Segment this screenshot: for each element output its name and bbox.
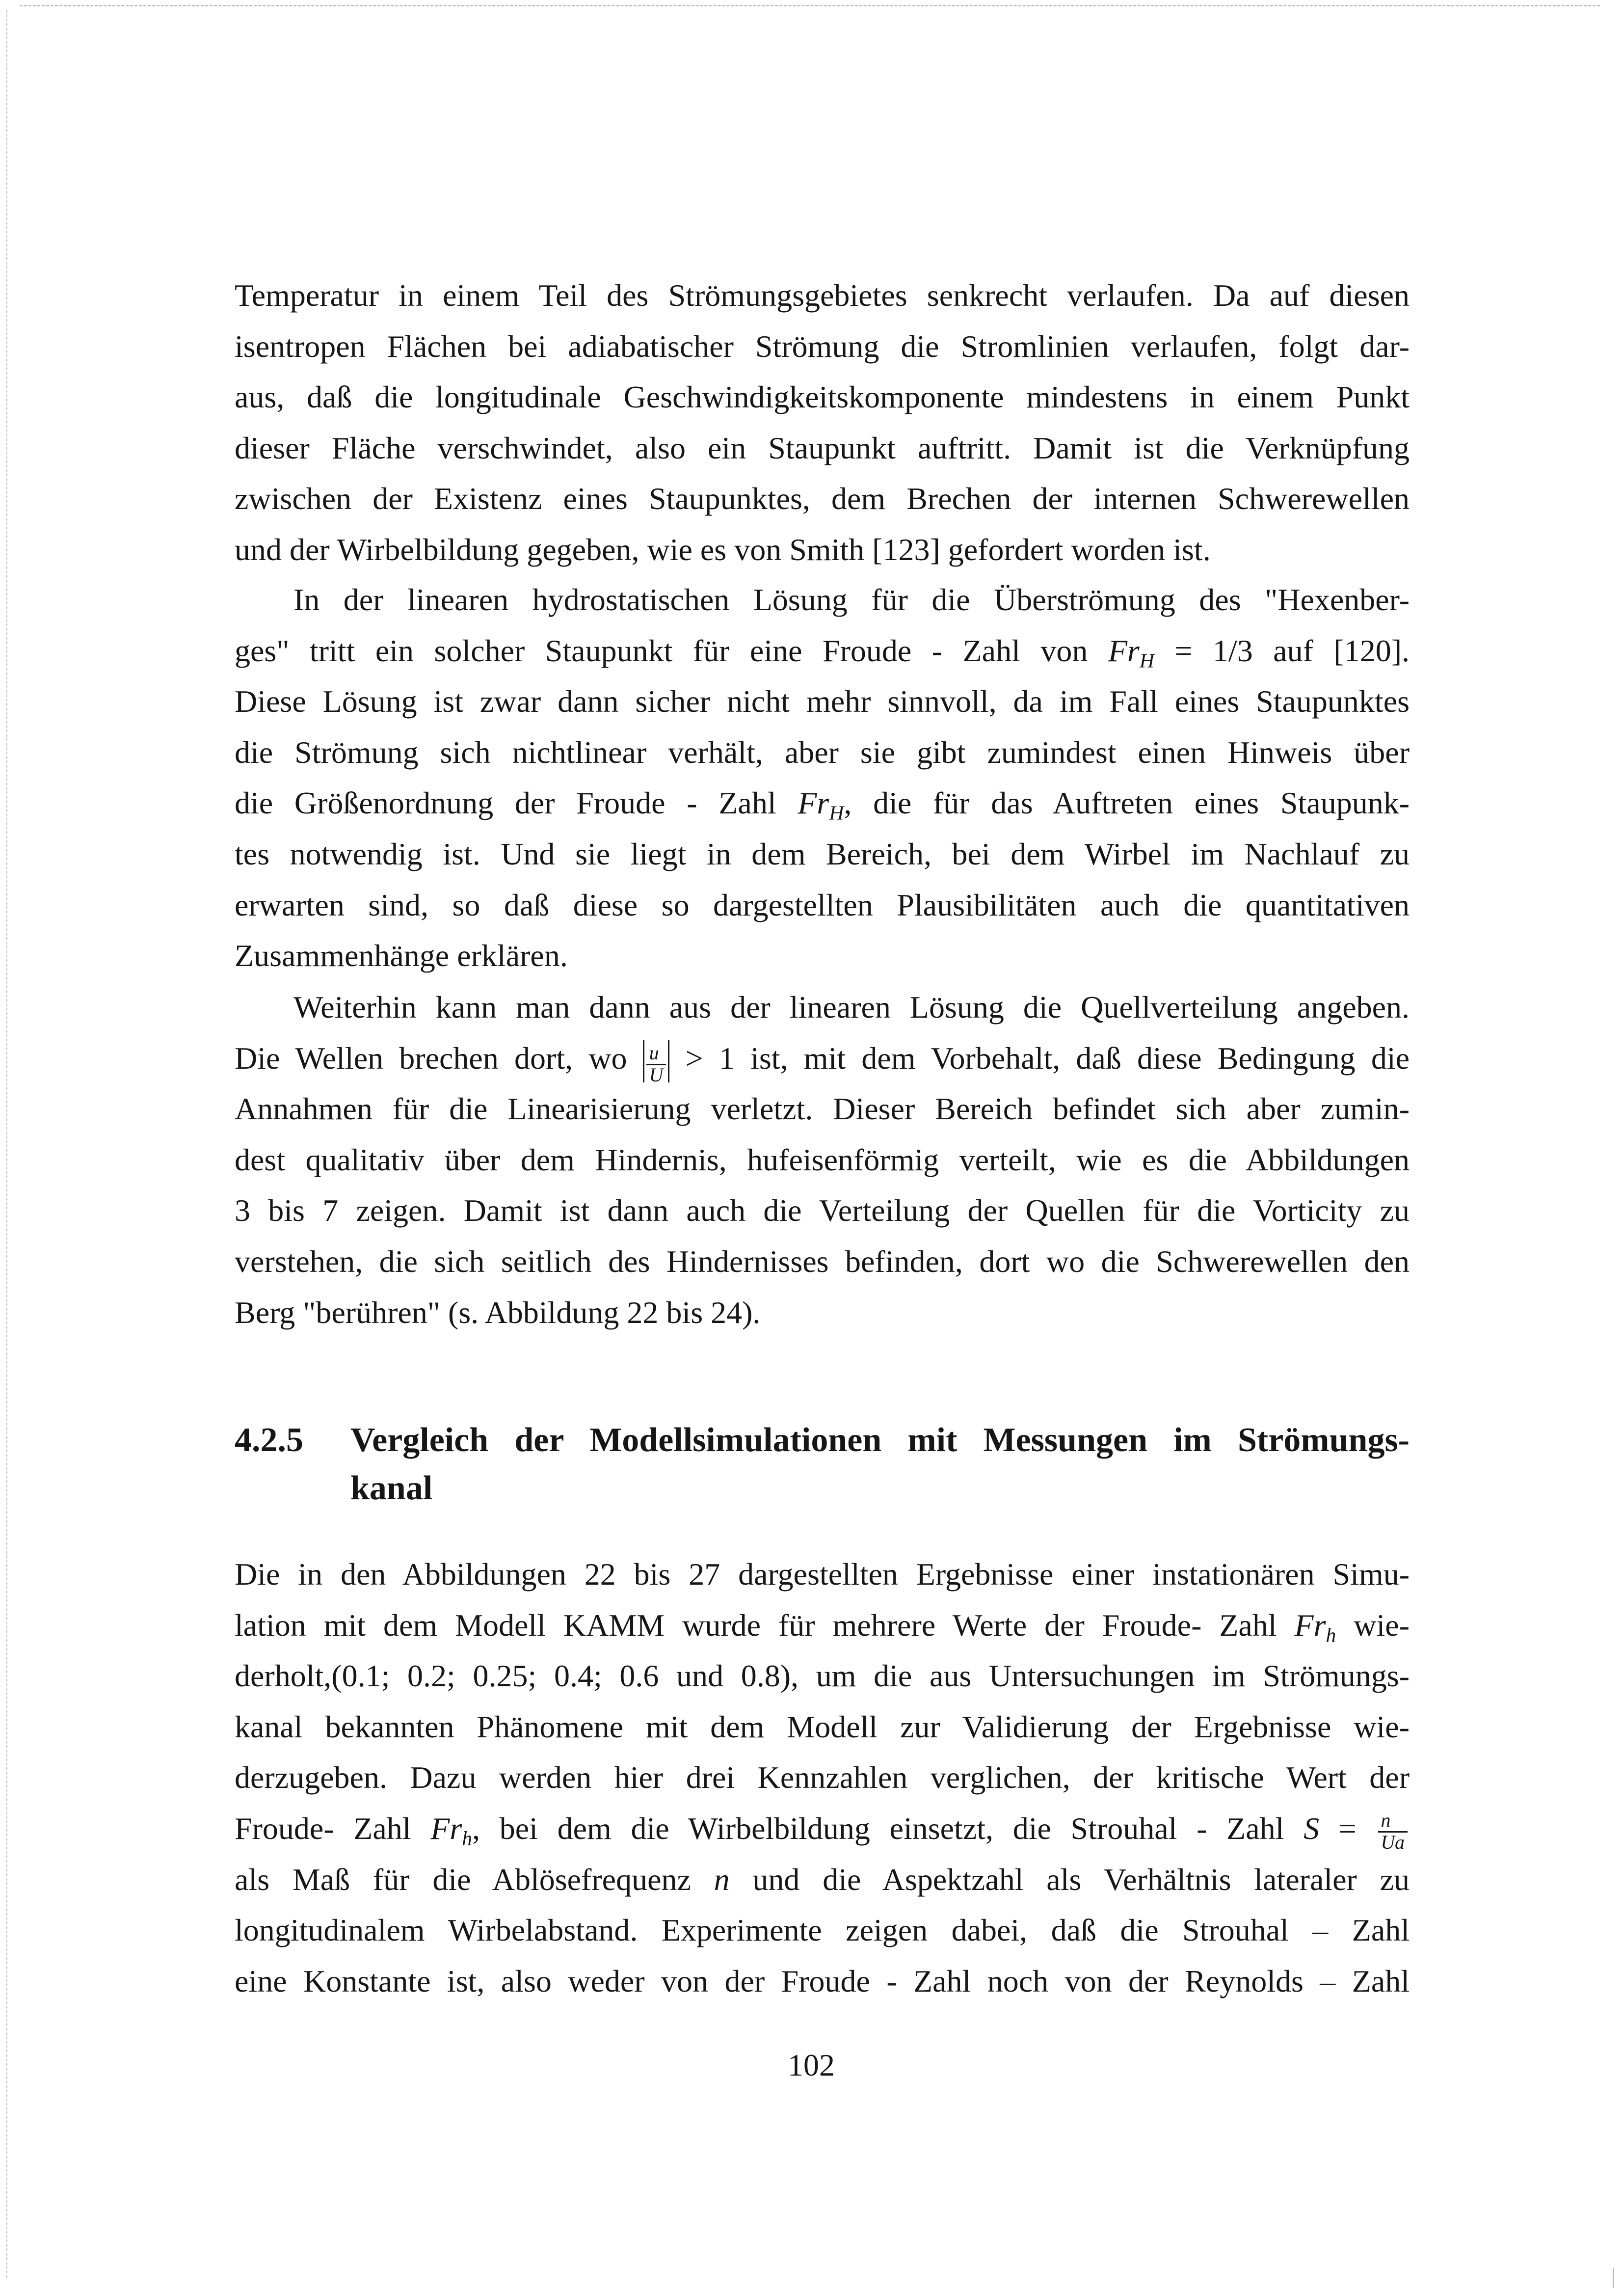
paragraph-2 xyxy=(235,574,1410,981)
text-line: Zusammenhänge erklären. xyxy=(235,938,568,973)
section-title-line: Vergleich der Modellsimulationen mit Messungen im Strömungs- xyxy=(350,1421,1410,1459)
text-line xyxy=(235,1600,1410,1651)
text-line: aus, daß die longitudinale Geschwindigkeitskomponente mindestens in einem Punkt xyxy=(235,379,1410,415)
text-line: Die in den Abbildungen 22 bis 27 dargestellten Ergebnisse einer instationären Simu- xyxy=(235,1557,1410,1592)
text-line: Berg "berühren" (s. Abbildung 22 bis 24). xyxy=(235,1295,761,1330)
text-line xyxy=(235,1803,1410,1854)
fraction xyxy=(646,1043,666,1085)
absolute-value-expression xyxy=(643,1040,670,1086)
text-fragment: lation mit dem Modell KAMM wurde für mehrere Werte der Froude- Zahl xyxy=(235,1607,1295,1643)
text-line: Annahmen für die Linearisierung verletzt. Dieser Bereich befindet sich aber zumin- xyxy=(235,1091,1410,1127)
text-line: Weiterhin kann man dann aus der linearen Lösung die Quellverteilung angeben. xyxy=(293,990,1410,1025)
text-line: zwischen der Existenz eines Staupunktes, dem Brechen der internen Schwerewellen xyxy=(235,481,1410,516)
fraction-numerator: n xyxy=(1378,1810,1408,1833)
paragraph-1 xyxy=(235,270,1410,575)
text-fragment: = xyxy=(1319,1810,1376,1846)
text-fragment: = 1/3 auf [120]. xyxy=(1154,633,1410,668)
paragraph-3 xyxy=(235,982,1410,1338)
text-line: verstehen, die sich seitlich des Hindernisses befinden, dort wo die Schwerewellen den xyxy=(235,1243,1410,1279)
text-fragment: Froude- Zahl xyxy=(235,1810,431,1846)
math-symbol: S xyxy=(1304,1810,1320,1846)
text-line: longitudinalem Wirbelabstand. Experimente zeigen dabei, daß die Strouhal – Zahl xyxy=(235,1913,1410,1948)
math-symbol: Fr xyxy=(1294,1607,1326,1643)
text-line: und der Wirbelbildung gegeben, wie es von Smith [123] gefordert worden ist. xyxy=(235,532,1211,567)
math-symbol: Fr xyxy=(1108,633,1140,668)
text-fragment: , die für das Auftreten eines Staupunk- xyxy=(844,785,1410,821)
text-fragment: Die Wellen brechen dort, wo xyxy=(235,1040,643,1076)
text-line: In der linearen hydrostatischen Lösung für die Überströmung des "Hexenber- xyxy=(293,582,1410,617)
text-line xyxy=(235,1854,1410,1905)
scan-edge-top xyxy=(20,5,1600,6)
text-line: Temperatur in einem Teil des Strömungsgebietes senkrecht verlaufen. Da auf diesen xyxy=(235,278,1410,313)
math-symbol: Fr xyxy=(798,785,829,821)
text-fragment: , bei dem die Wirbelbildung einsetzt, die Strouhal - Zahl xyxy=(472,1810,1304,1846)
text-line xyxy=(235,1033,1410,1084)
text-line: derholt,(0.1; 0.2; 0.25; 0.4; 0.6 und 0.8), um die aus Untersuchungen im Strömungs- xyxy=(235,1658,1410,1694)
fraction xyxy=(1378,1810,1408,1853)
fraction-numerator: u xyxy=(646,1043,666,1065)
text-line xyxy=(235,625,1410,676)
text-line: isentropen Flächen bei adiabatischer Strömung die Stromlinien verlaufen, folgt dar- xyxy=(235,328,1410,364)
text-line: 3 bis 7 zeigen. Damit ist dann auch die Verteilung der Quellen für die Vorticity zu xyxy=(235,1193,1410,1228)
scan-edge-left xyxy=(6,10,7,2278)
math-symbol: Fr xyxy=(430,1810,462,1846)
text-line: eine Konstante ist, also weder von der Froude - Zahl noch von der Reynolds – Zahl xyxy=(235,1963,1410,1999)
page-number: 102 xyxy=(788,2048,835,2082)
text-fragment: > 1 ist, mit dem Vorbehalt, daß diese Bedingung die xyxy=(669,1040,1410,1076)
text-fragment: als Maß für die Ablösefrequenz xyxy=(235,1862,714,1897)
text-line xyxy=(235,778,1410,829)
text-line: tes notwendig ist. Und sie liegt in dem Bereich, bei dem Wirbel im Nachlauf zu xyxy=(235,836,1410,871)
math-subscript: h xyxy=(462,1827,473,1850)
math-symbol: n xyxy=(714,1862,730,1897)
math-subscript: H xyxy=(829,801,844,824)
section-number: 4.2.5 xyxy=(235,1421,303,1459)
text-line: Diese Lösung ist zwar dann sicher nicht mehr sinnvoll, da im Fall eines Staupunktes xyxy=(235,684,1410,719)
text-line: kanal bekannten Phänomene mit dem Modell zur Validierung der Ergebnisse wie- xyxy=(235,1709,1410,1744)
fraction-denominator: Ua xyxy=(1381,1831,1405,1853)
paragraph-4 xyxy=(235,1549,1410,2006)
text-line: erwarten sind, so daß diese so dargestellten Plausibilitäten auch die quantitativen xyxy=(235,887,1410,922)
math-subscript: h xyxy=(1326,1623,1336,1647)
text-fragment: die Größenordnung der Froude - Zahl xyxy=(235,785,798,821)
text-fragment: und die Aspektzahl als Verhältnis lateraler zu xyxy=(729,1862,1410,1897)
text-line: die Strömung sich nichtlinear verhält, aber sie gibt zumindest einen Hinweis über xyxy=(235,734,1410,770)
math-subscript: H xyxy=(1139,649,1154,672)
text-line: derzugeben. Dazu werden hier drei Kennzahlen verglichen, der kritische Wert der xyxy=(235,1760,1410,1795)
text-fragment: ges" tritt ein solcher Staupunkt für eine Froude - Zahl von xyxy=(235,633,1108,668)
scan-edge-mark xyxy=(1613,2268,1614,2288)
fraction-denominator: U xyxy=(649,1064,664,1086)
section-title xyxy=(350,1416,1410,1513)
text-fragment: wie- xyxy=(1336,1607,1410,1643)
section-title-line: kanal xyxy=(350,1469,433,1507)
text-line: dieser Fläche verschwindet, also ein Staupunkt auftritt. Damit ist die Verknüpfung xyxy=(235,430,1410,465)
text-line: dest qualitativ über dem Hindernis, hufeisenförmig verteilt, wie es die Abbildungen xyxy=(235,1142,1410,1177)
